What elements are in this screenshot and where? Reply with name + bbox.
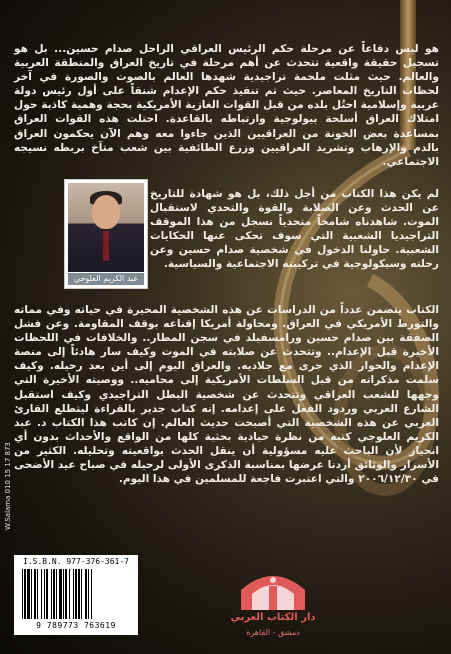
barcode-bar <box>78 569 80 619</box>
barcode-bar <box>81 569 82 619</box>
paragraph-contents-text: الكتاب يتضمن عدداً من الدراسات عن هذه الشخصية المحيرة في حياته وفي مماته والتورط الأمريكي في العراق. ومحاولة أمريكا إقناعه بوقف المقاومة. وعن فشل الصفقة بين صدام حسين ورامسفيلد في سجن المطار.. والخلافات في اللحظات الأخيرة قبل الإعدام.. وتتحدث عن صلابته في الموت وكيف سار هادئاً إلى منصة الإعدام والحوار الذي جرى مع جلاديه. والعراق اليوم إلى أين بعد رحيله. وكيف سلمت مذكراته من قبل السلطات الأمريكية إلى محاميه.. ووصيته الأخيرة التي وجهها للشعب العراقي وتتحدث عن شخصية البطل التراجيدي وكيف استقبل الشارع العربي وردود الفعل على إعدامه. إنه كتاب جدير بالقراءة ليتطلع القارئ العربي عن هذه الشخصية التي أصبحت حديث العالم. إن كاتب هذا الكتاب د. عبد الكريم العلوجي كتبه من نظرة حيادية بحثية كلها من الواقع والأحداث بدون أي انحياز لأن الباحث عليه مسؤولية أن ينقل الحدث بواقعيته وتحليله. الكثير من الأسرار والوثائق أردنا عرضها بمناسبة الذكرى الأولى لرحيله في صباح عيد الأضحى في ٢٠٠٦/١٢/٣٠ والتي اعتبرت فاجعة للمسلمين في هذا اليوم. <box>14 304 439 486</box>
paragraph-testimony <box>150 187 439 273</box>
barcode-bar <box>44 569 45 619</box>
barcode-bar <box>85 569 87 619</box>
barcode-bar <box>34 569 36 619</box>
designer-credit: W.Salama 010 15 17 873 <box>4 442 12 530</box>
barcode-bar <box>31 569 32 619</box>
publisher-city: دمشق - القاهرة <box>246 628 300 637</box>
paragraph-contents <box>14 303 439 487</box>
paragraph-intro-text: هو ليس دفاعاً عن مرحلة حكم الرئيس العراقي الراحل صدام حسين... بل هو تسجيل حقيقة واقعية تتحدث عن أهم مرحلة في تاريخ العراق والمنطقة العربية والعالم. حيث مثلت ملحمة تراجيدية شهدها العالم بالصوت والصورة في آخر لحظات التاريخ المعاصر. حيث تم تنفيذ حكم الإعدام شنقاً على أول رئيس دولة عربية وإسلامية احتُل بلده من قبل القوات الغازية الأمريكية بحجة وهمية كاذبة حول امتلاك العراق أسلحة بيولوجية وارتباطه بالقاعدة. احتلت هذه القوات العراق بمساعدة بعض الخونة من العراقيين الذين جاءوا معه وهم الآن يحكمون العراق بالدم والإرهاب وتشريد العراقيين وزرع الطائفية بين شعب متآخ بربطه نسيجه الاجتماعي. <box>14 43 439 168</box>
barcode-bar <box>73 569 74 619</box>
barcode-digits: 9 789773 763619 <box>36 621 116 630</box>
barcode-bars <box>20 569 132 619</box>
barcode-bar <box>51 569 52 619</box>
barcode-bar <box>65 569 67 619</box>
publisher-name: دار الكتاب العربي <box>230 612 316 623</box>
barcode-bar <box>41 569 42 619</box>
author-photo <box>64 179 148 289</box>
author-caption: عبد الكريم العلوجي <box>68 273 144 285</box>
barcode-bar <box>56 569 57 619</box>
isbn-number: I.S.B.N. 977-376-361-7 <box>23 557 129 566</box>
paragraph-testimony-text: لم يكن هذا الكتاب من أجل ذلك، بل هو شهادة للتاريخ عن الحدث وعن الصلابة والقوة والتحدي لاستقبال الموت. شاهدناه شامخاً متحدياً نسجل من هذا الموقف التراجيديا الشعبية التي سوف تحكى عنها الحكايات الشعبية. حاولنا الدخول في شخصية صدام حسين وعن رحلته وسيكولوجية في تركيبته الاجتماعية والسياسية. <box>150 188 439 271</box>
barcode-bar <box>69 569 70 619</box>
author-portrait <box>68 183 144 272</box>
barcode-bar <box>59 569 62 619</box>
barcode-bar <box>46 569 48 619</box>
barcode-bar <box>88 569 89 619</box>
barcode-bar <box>53 569 55 619</box>
isbn-barcode <box>14 555 138 635</box>
barcode-bar <box>22 569 23 619</box>
barcode-bar <box>27 569 30 619</box>
barcode-bar <box>91 569 92 619</box>
publisher-logo <box>226 566 320 646</box>
barcode-bar <box>24 569 26 619</box>
barcode-bar <box>37 569 38 619</box>
barcode-bar <box>63 569 64 619</box>
paragraph-intro <box>14 42 439 170</box>
publisher-emblem-icon <box>226 566 320 612</box>
barcode-bar <box>75 569 77 619</box>
